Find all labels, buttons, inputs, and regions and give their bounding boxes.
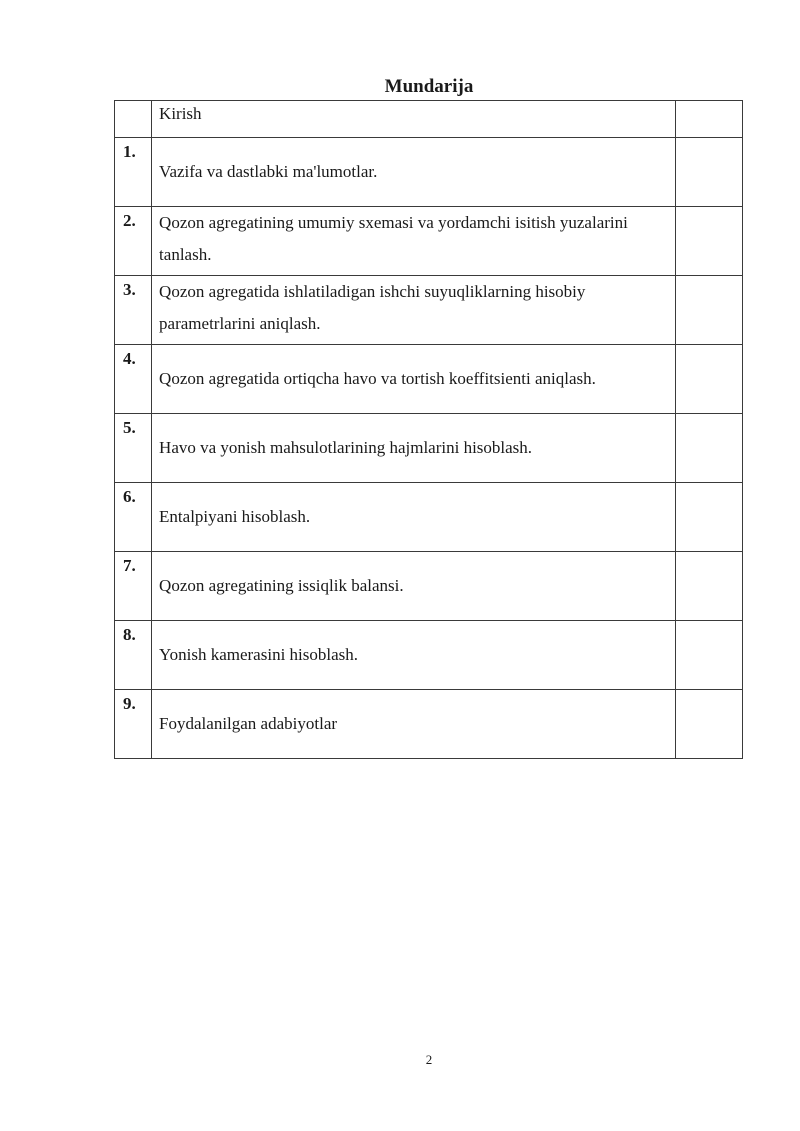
toc-row xyxy=(115,276,743,345)
toc-row xyxy=(115,552,743,621)
toc-page-cell xyxy=(675,345,742,414)
toc-row xyxy=(115,414,743,483)
toc-number-cell: 8. xyxy=(115,621,152,690)
toc-number-cell xyxy=(115,101,152,138)
toc-number-cell: 5. xyxy=(115,414,152,483)
toc-title-cell: Qozon agregatining umumiy sxemasi va yordamchi isitish yuzalarini tanlash. xyxy=(152,207,676,276)
toc-number-cell: 3. xyxy=(115,276,152,345)
toc-page-cell xyxy=(675,621,742,690)
toc-page-cell xyxy=(675,690,742,759)
toc-row xyxy=(115,207,743,276)
toc-title-cell: Qozon agregatining issiqlik balansi. xyxy=(152,552,676,621)
toc-row xyxy=(115,345,743,414)
toc-page-cell xyxy=(675,207,742,276)
toc-page-cell xyxy=(675,552,742,621)
toc-page-cell xyxy=(675,101,742,138)
toc-page-cell xyxy=(675,483,742,552)
toc-page-cell xyxy=(675,414,742,483)
toc-title-cell: Kirish xyxy=(152,101,676,138)
page-number: 2 xyxy=(425,1052,433,1067)
toc-row xyxy=(115,483,743,552)
toc-title-cell: Qozon agregatida ortiqcha havo va tortish koeffitsienti aniqlash. xyxy=(152,345,676,414)
toc-number-cell: 9. xyxy=(115,690,152,759)
toc-title-cell: Qozon agregatida ishlatiladigan ishchi suyuqliklarning hisobiy parametrlarini aniqlash. xyxy=(152,276,676,345)
toc-title-cell: Entalpiyani hisoblash. xyxy=(152,483,676,552)
toc-number-cell: 1. xyxy=(115,138,152,207)
toc-number-cell: 4. xyxy=(115,345,152,414)
toc-number-cell: 7. xyxy=(115,552,152,621)
toc-row xyxy=(115,138,743,207)
toc-title-cell: Foydalanilgan adabiyotlar xyxy=(152,690,676,759)
document-title: Mundarija xyxy=(384,76,474,97)
toc-number-cell: 2. xyxy=(115,207,152,276)
toc-row xyxy=(115,621,743,690)
toc-row-intro xyxy=(115,101,743,138)
toc-title-cell: Vazifa va dastlabki ma'lumotlar. xyxy=(152,138,676,207)
table-of-contents xyxy=(114,100,743,759)
toc-title-cell: Havo va yonish mahsulotlarining hajmlarini hisoblash. xyxy=(152,414,676,483)
toc-page-cell xyxy=(675,276,742,345)
toc-title-cell: Yonish kamerasini hisoblash. xyxy=(152,621,676,690)
toc-number-cell: 6. xyxy=(115,483,152,552)
toc-page-cell xyxy=(675,138,742,207)
toc-row xyxy=(115,690,743,759)
